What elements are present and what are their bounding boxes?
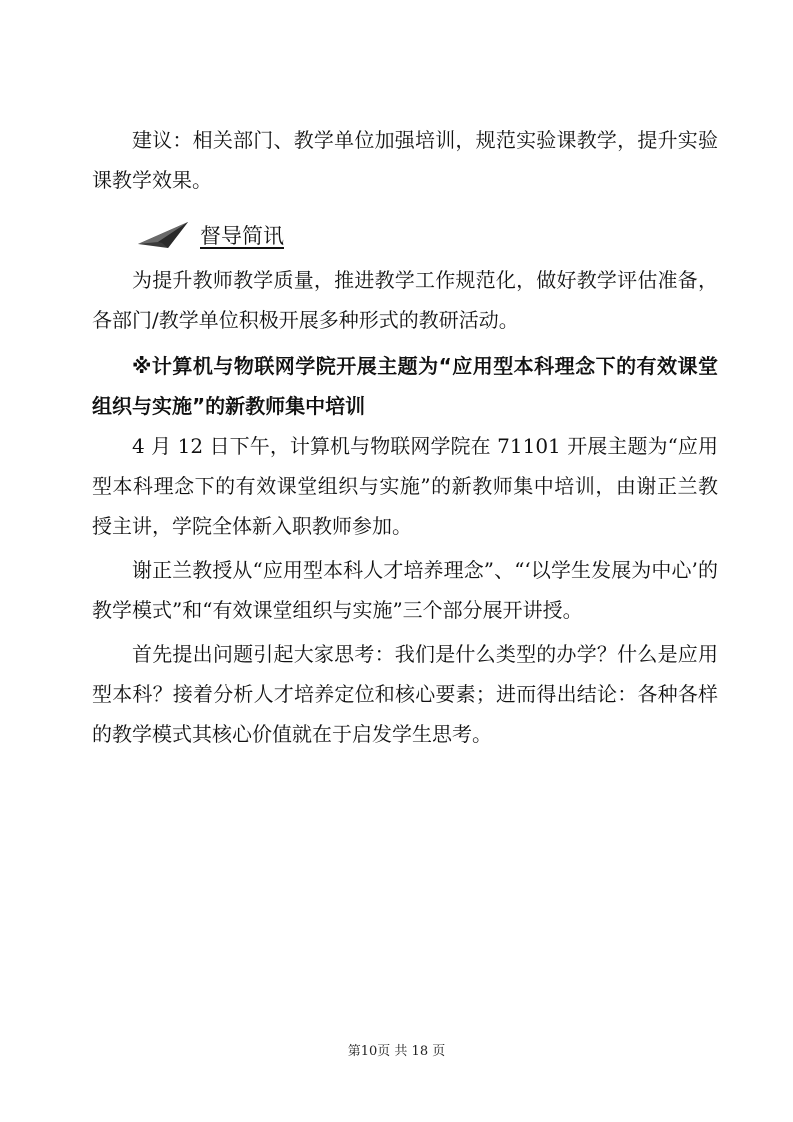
news-paragraph-2: 谢正兰教授从“应用型本科人才培养理念”、“‘以学生发展为中心’的教学模式”和“有效课堂组织与实施”三个部分展开讲授。 [92,558,718,622]
news-title: ※计算机与物联网学院开展主题为“应用型本科理念下的有效课堂组织与实施”的新教师集中培训 [92,354,718,418]
section-title: 督导简讯 [200,224,284,248]
page-number-footer: 第10页 共 18 页 [347,1044,446,1059]
news-paragraph-1: 4 月 12 日下午，计算机与物联网学院在 71101 开展主题为“应用型本科理念下的有效课堂组织与实施”的新教师集中培训，由谢正兰教授主讲，学院全体新入职教师参加。 [92,434,718,538]
news-paragraph-3: 首先提出问题引起大家思考：我们是什么类型的办学？什么是应用型本科？接着分析人才培养定位和核心要素；进而得出结论：各种各样的教学模式其核心价值就在于启发学生思考。 [92,642,718,746]
intro-paragraph: 为提升教师教学质量，推进教学工作规范化，做好教学评估准备，各部门/教学单位积极开展多种形式的教研活动。 [92,268,718,332]
suggestion-paragraph: 建议：相关部门、教学单位加强培训，规范实验课教学，提升实验课教学效果。 [92,128,718,192]
paper-plane-icon [138,220,190,250]
section-heading [138,212,284,258]
